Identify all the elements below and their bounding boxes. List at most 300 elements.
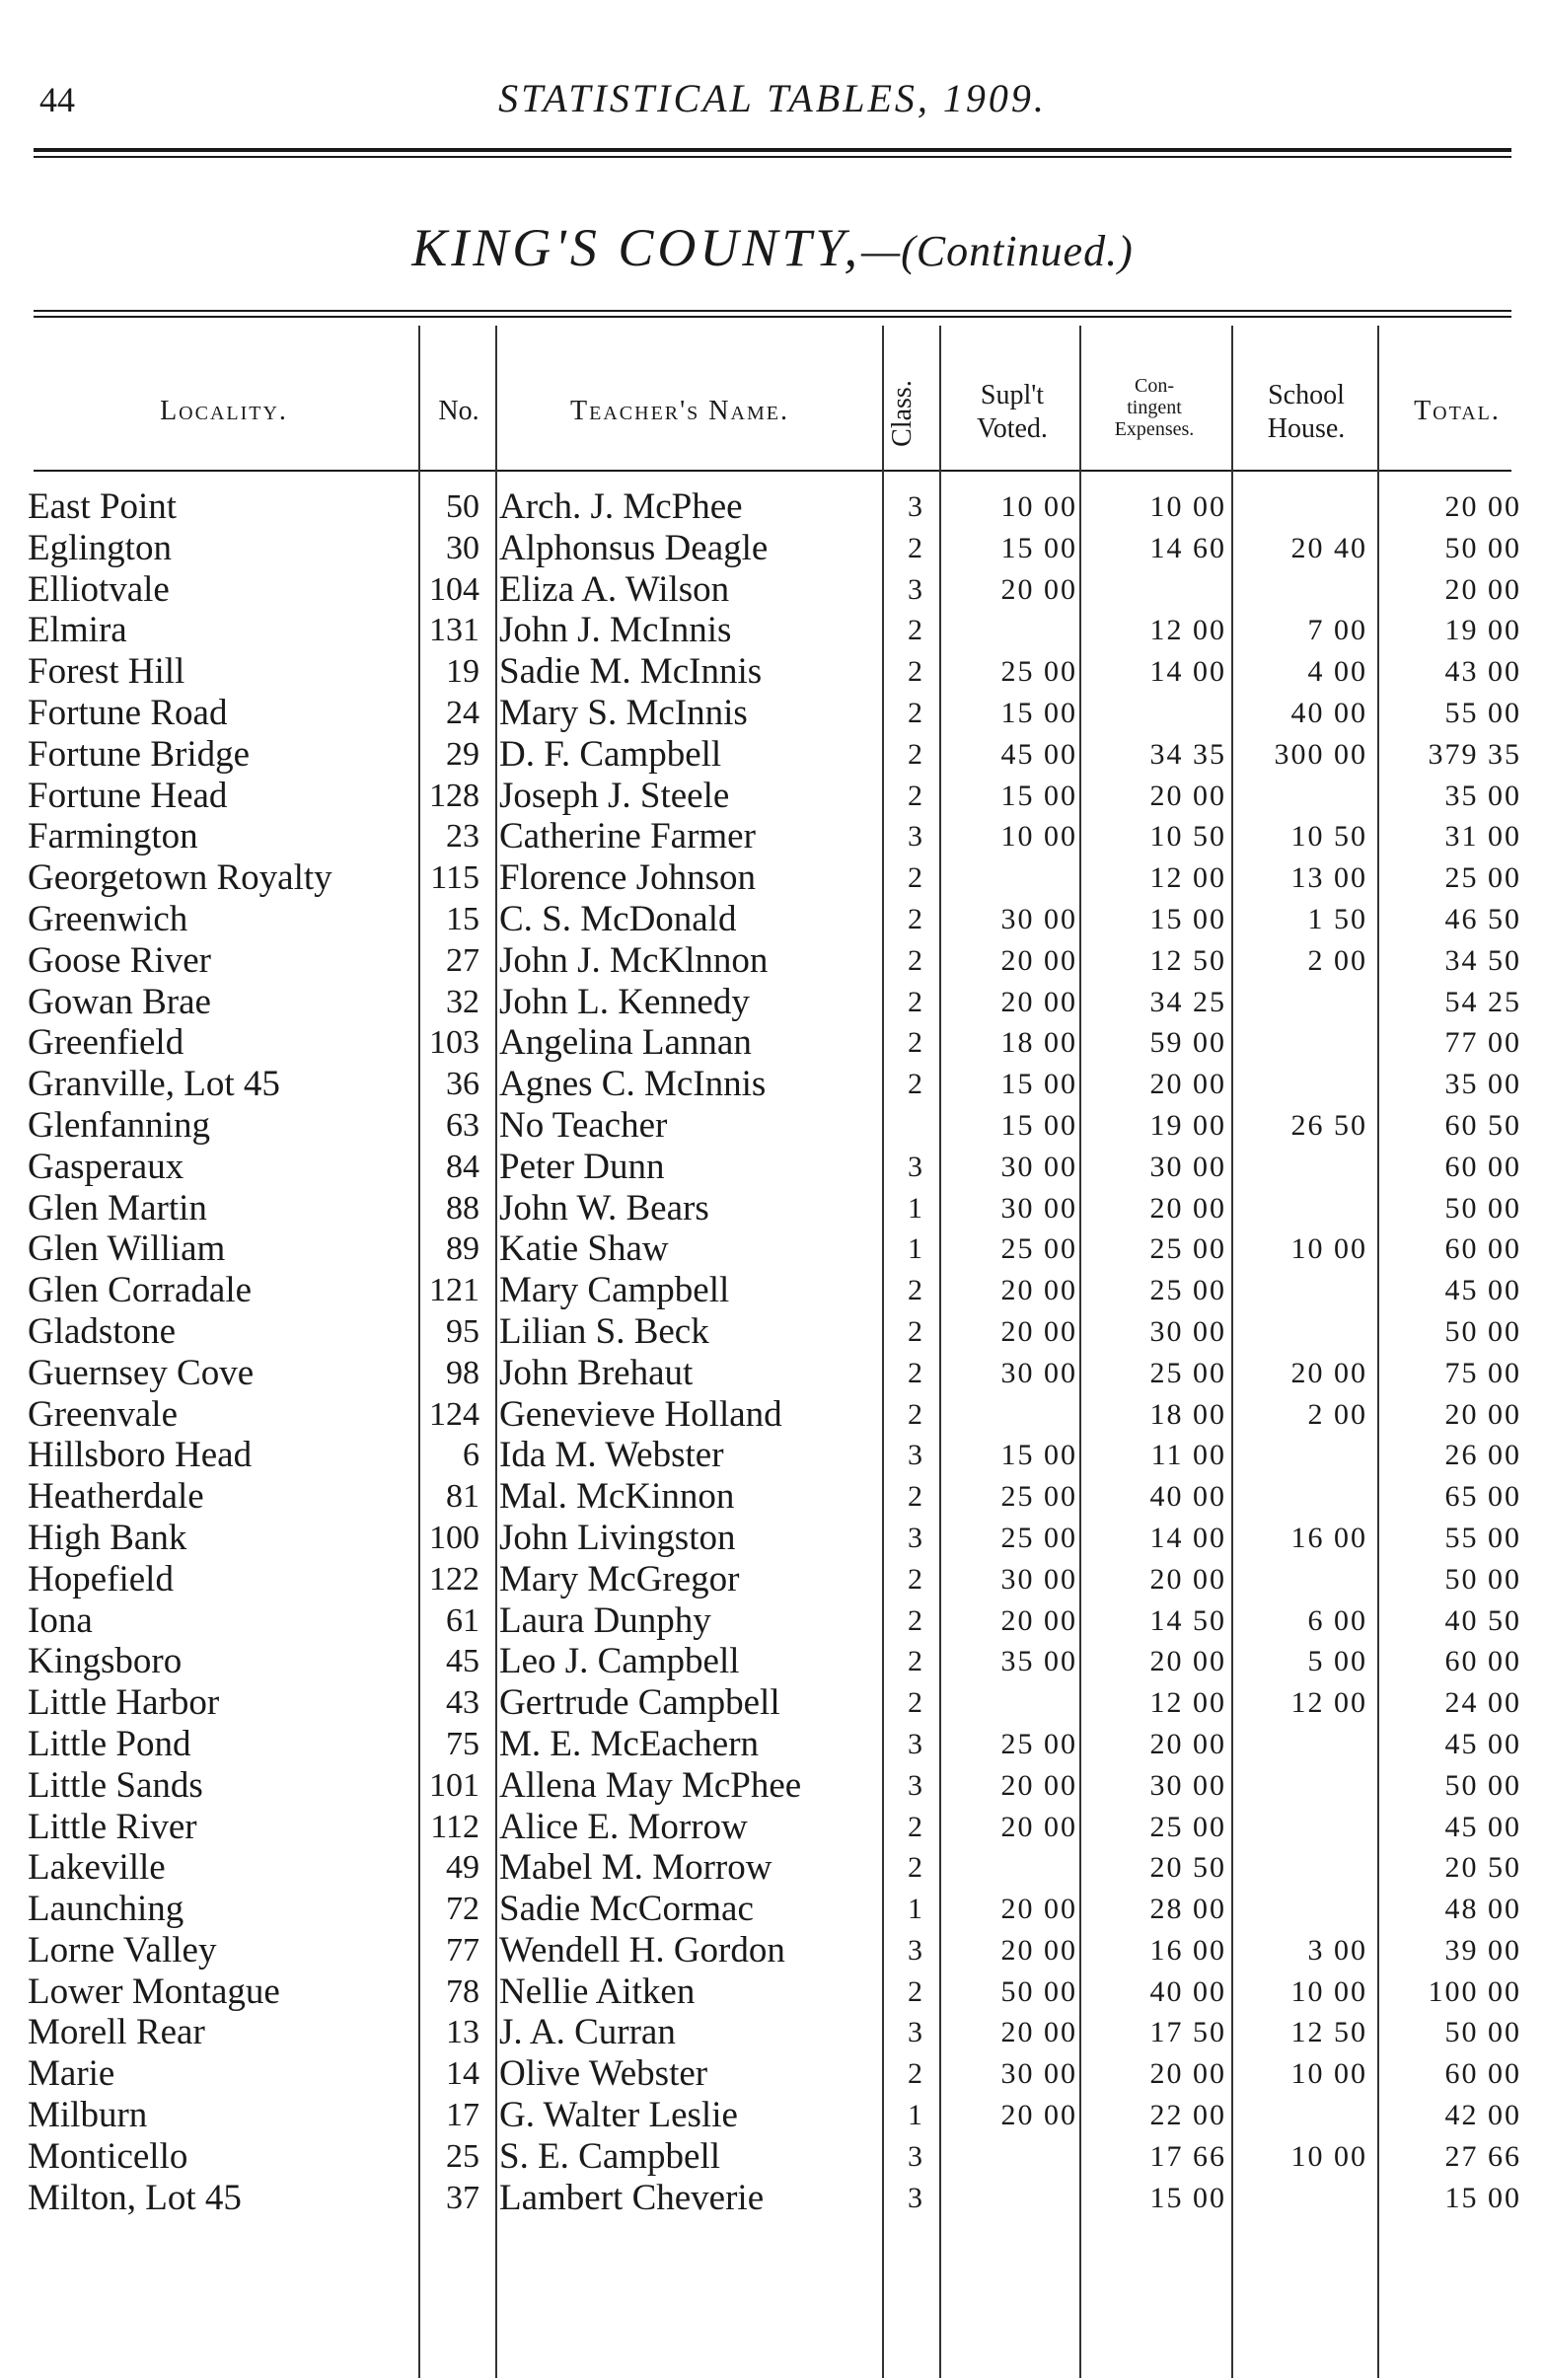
table-row	[0, 1724, 1545, 1765]
table-row	[0, 1022, 1545, 1064]
locality-cell: Goose River	[28, 939, 211, 981]
total-cell: 35 00	[1444, 1068, 1521, 1101]
table-row	[0, 1930, 1545, 1971]
supl-voted-cell: 20 00	[1000, 1893, 1077, 1926]
class-cell: 2	[908, 1603, 922, 1637]
col-header-supl-line1: Supl't	[980, 380, 1045, 410]
total-cell: 24 00	[1444, 1686, 1521, 1720]
total-cell: 50 00	[1444, 1191, 1521, 1225]
class-cell: 2	[908, 696, 922, 729]
locality-cell: Hillsboro Head	[28, 1435, 253, 1476]
class-cell: 2	[908, 1645, 922, 1678]
total-cell: 20 00	[1444, 572, 1521, 606]
col-header-supl	[947, 379, 1077, 446]
number-cell: 23	[446, 818, 479, 855]
teacher-cell: Lambert Cheverie	[499, 2177, 765, 2218]
total-cell: 65 00	[1444, 1480, 1521, 1514]
locality-cell: Georgetown Royalty	[28, 857, 332, 899]
school-house-cell: 5 00	[1307, 1645, 1367, 1678]
table-row	[0, 651, 1545, 693]
class-cell: 3	[908, 490, 922, 523]
number-cell: 24	[446, 694, 479, 731]
table-row	[0, 1064, 1545, 1105]
supl-voted-cell: 20 00	[1000, 1810, 1077, 1843]
contingent-cell: 20 50	[1149, 1851, 1226, 1885]
class-cell: 2	[908, 531, 922, 564]
number-cell: 101	[429, 1766, 479, 1804]
table-row	[0, 1559, 1545, 1600]
teacher-cell: Olive Webster	[499, 2053, 708, 2095]
supl-voted-cell: 20 00	[1000, 1603, 1077, 1637]
class-cell: 2	[908, 655, 922, 689]
teacher-cell: S. E. Campbell	[499, 2135, 721, 2177]
table-body	[0, 486, 1545, 2218]
teacher-cell: Mary S. McInnis	[499, 692, 748, 733]
supl-voted-cell: 15 00	[1000, 1439, 1077, 1472]
school-house-cell: 10 00	[1290, 1974, 1367, 2008]
number-cell: 15	[446, 900, 479, 937]
locality-cell: Eglington	[28, 527, 172, 568]
number-cell: 30	[446, 529, 479, 566]
total-cell: 60 50	[1444, 1108, 1521, 1142]
contingent-cell: 30 00	[1149, 1768, 1226, 1802]
table-row	[0, 2178, 1545, 2219]
class-cell: 2	[908, 2057, 922, 2091]
school-house-cell: 7 00	[1307, 614, 1367, 647]
number-cell: 115	[430, 859, 479, 897]
total-cell: 40 50	[1444, 1603, 1521, 1637]
number-cell: 32	[446, 983, 479, 1020]
teacher-cell: Eliza A. Wilson	[499, 568, 730, 610]
class-cell: 2	[908, 1026, 922, 1060]
teacher-cell: Alice E. Morrow	[499, 1806, 748, 1847]
col-header-contingent-line3: Expenses.	[1114, 418, 1195, 440]
teacher-cell: Joseph J. Steele	[499, 775, 730, 816]
class-cell: 2	[908, 1686, 922, 1720]
header-bottom-rule	[34, 470, 1511, 472]
locality-cell: Greenvale	[28, 1393, 179, 1435]
school-house-cell: 12 50	[1290, 2016, 1367, 2049]
header-rule-thick	[34, 148, 1511, 152]
contingent-cell: 12 00	[1149, 614, 1226, 647]
contingent-cell: 20 00	[1149, 1068, 1226, 1101]
contingent-cell: 15 00	[1149, 902, 1226, 935]
locality-cell: Little Sands	[28, 1764, 203, 1806]
table-row	[0, 1228, 1545, 1270]
table-row	[0, 940, 1545, 982]
table-row	[0, 899, 1545, 940]
table-top-rule-1	[34, 310, 1511, 312]
table-row	[0, 1311, 1545, 1353]
contingent-cell: 34 25	[1149, 985, 1226, 1018]
table-row	[0, 2136, 1545, 2178]
running-title: STATISTICAL TABLES, 1909.	[498, 76, 1047, 120]
teacher-cell: Genevieve Holland	[499, 1393, 782, 1435]
col-header-school	[1233, 379, 1379, 446]
teacher-cell: Sadie McCormac	[499, 1889, 754, 1930]
number-cell: 63	[446, 1106, 479, 1144]
school-house-cell: 3 00	[1307, 1933, 1367, 1967]
class-cell: 2	[908, 1480, 922, 1514]
contingent-cell: 10 50	[1149, 820, 1226, 854]
supl-voted-cell: 10 00	[1000, 490, 1077, 523]
table-row	[0, 857, 1545, 899]
table-row	[0, 1600, 1545, 1642]
number-cell: 50	[446, 488, 479, 525]
number-cell: 98	[446, 1354, 479, 1391]
contingent-cell: 25 00	[1149, 1810, 1226, 1843]
col-header-supl-line2: Voted.	[977, 413, 1048, 444]
total-cell: 39 00	[1444, 1933, 1521, 1967]
locality-cell: Fortune Road	[28, 692, 228, 733]
teacher-cell: Peter Dunn	[499, 1146, 665, 1187]
contingent-cell: 10 00	[1149, 490, 1226, 523]
table-row	[0, 693, 1545, 734]
supl-voted-cell: 15 00	[1000, 696, 1077, 729]
table-row	[0, 1188, 1545, 1229]
contingent-cell: 16 00	[1149, 1933, 1226, 1967]
locality-cell: Milburn	[28, 2095, 148, 2136]
teacher-cell: D. F. Campbell	[499, 733, 722, 775]
locality-cell: Greenfield	[28, 1022, 184, 1064]
section-title-text: KING'S COUNTY,	[411, 218, 861, 277]
class-cell: 1	[908, 1232, 922, 1266]
number-cell: 14	[446, 2055, 479, 2093]
supl-voted-cell: 30 00	[1000, 902, 1077, 935]
class-cell: 2	[908, 943, 922, 977]
number-cell: 25	[446, 2137, 479, 2175]
locality-cell: Granville, Lot 45	[28, 1064, 280, 1105]
locality-cell: Glenfanning	[28, 1104, 210, 1146]
number-cell: 100	[429, 1519, 479, 1556]
header-rule-thin	[34, 156, 1511, 158]
total-cell: 43 00	[1444, 655, 1521, 689]
number-cell: 121	[429, 1272, 479, 1309]
table-row	[0, 1641, 1545, 1682]
number-cell: 95	[446, 1312, 479, 1350]
teacher-cell: Angelina Lannan	[499, 1022, 752, 1064]
number-cell: 124	[429, 1395, 479, 1433]
teacher-cell: Mary Campbell	[499, 1270, 730, 1311]
number-cell: 78	[446, 1972, 479, 2010]
locality-cell: East Point	[28, 486, 178, 527]
supl-voted-cell: 25 00	[1000, 1232, 1077, 1266]
total-cell: 15 00	[1444, 2181, 1521, 2214]
supl-voted-cell: 30 00	[1000, 2057, 1077, 2091]
contingent-cell: 20 00	[1149, 1645, 1226, 1678]
table-row	[0, 528, 1545, 569]
total-cell: 50 00	[1444, 1314, 1521, 1348]
locality-cell: Lakeville	[28, 1847, 166, 1889]
class-cell: 3	[908, 2016, 922, 2049]
class-cell: 3	[908, 1521, 922, 1554]
class-cell: 3	[908, 1727, 922, 1760]
table-row	[0, 1807, 1545, 1848]
number-cell: 72	[446, 1891, 479, 1928]
contingent-cell: 28 00	[1149, 1893, 1226, 1926]
number-cell: 43	[446, 1684, 479, 1722]
table-row	[0, 486, 1545, 528]
school-house-cell: 13 00	[1290, 861, 1367, 895]
locality-cell: Launching	[28, 1889, 184, 1930]
school-house-cell: 20 00	[1290, 1356, 1367, 1389]
table-row	[0, 1435, 1545, 1476]
teacher-cell: Nellie Aitken	[499, 1971, 696, 2012]
teacher-cell: Gertrude Campbell	[499, 1682, 780, 1724]
locality-cell: Glen Martin	[28, 1187, 207, 1228]
contingent-cell: 22 00	[1149, 2099, 1226, 2132]
total-cell: 35 00	[1444, 779, 1521, 812]
total-cell: 20 00	[1444, 490, 1521, 523]
school-house-cell: 26 50	[1290, 1108, 1367, 1142]
table-row	[0, 569, 1545, 611]
col-header-teacher: Teacher's Name.	[570, 396, 789, 426]
total-cell: 379 35	[1428, 737, 1521, 771]
locality-cell: Hopefield	[28, 1558, 174, 1599]
col-header-class	[868, 379, 937, 448]
number-cell: 122	[429, 1560, 479, 1598]
number-cell: 49	[446, 1849, 479, 1887]
contingent-cell: 14 00	[1149, 655, 1226, 689]
class-cell: 2	[908, 614, 922, 647]
supl-voted-cell: 20 00	[1000, 943, 1077, 977]
col-header-contingent-line1: Con-	[1135, 375, 1174, 397]
contingent-cell: 19 00	[1149, 1108, 1226, 1142]
teacher-cell: Leo J. Campbell	[499, 1641, 740, 1682]
school-house-cell: 1 50	[1307, 902, 1367, 935]
col-header-contingent	[1081, 375, 1227, 440]
number-cell: 29	[446, 735, 479, 773]
table-row	[0, 2095, 1545, 2136]
class-cell: 2	[908, 779, 922, 812]
table-row	[0, 776, 1545, 817]
contingent-cell: 59 00	[1149, 1026, 1226, 1060]
total-cell: 75 00	[1444, 1356, 1521, 1389]
class-cell: 1	[908, 1191, 922, 1225]
school-house-cell: 12 00	[1290, 1686, 1367, 1720]
school-house-cell: 6 00	[1307, 1603, 1367, 1637]
school-house-cell: 2 00	[1307, 943, 1367, 977]
col-header-total: Total.	[1414, 396, 1501, 426]
contingent-cell: 20 00	[1149, 2057, 1226, 2091]
contingent-cell: 17 50	[1149, 2016, 1226, 2049]
school-house-cell: 4 00	[1307, 655, 1367, 689]
locality-cell: Farmington	[28, 816, 198, 857]
teacher-cell: Florence Johnson	[499, 857, 756, 899]
contingent-cell: 20 00	[1149, 1191, 1226, 1225]
class-cell: 3	[908, 1768, 922, 1802]
supl-voted-cell: 30 00	[1000, 1191, 1077, 1225]
number-cell: 81	[446, 1478, 479, 1516]
total-cell: 25 00	[1444, 861, 1521, 895]
number-cell: 103	[429, 1024, 479, 1062]
number-cell: 88	[446, 1189, 479, 1227]
contingent-cell: 17 66	[1149, 2139, 1226, 2173]
supl-voted-cell: 10 00	[1000, 820, 1077, 854]
contingent-cell: 30 00	[1149, 1150, 1226, 1183]
class-cell: 1	[908, 1893, 922, 1926]
number-cell: 61	[446, 1601, 479, 1639]
class-cell: 1	[908, 2099, 922, 2132]
teacher-cell: Catherine Farmer	[499, 816, 756, 857]
class-cell: 3	[908, 820, 922, 854]
class-cell: 3	[908, 572, 922, 606]
contingent-cell: 14 50	[1149, 1603, 1226, 1637]
number-cell: 6	[463, 1437, 479, 1474]
teacher-cell: John Livingston	[499, 1517, 736, 1558]
class-cell: 2	[908, 1974, 922, 2008]
class-cell: 2	[908, 1314, 922, 1348]
teacher-cell: Katie Shaw	[499, 1228, 669, 1270]
locality-cell: Marie	[28, 2053, 115, 2095]
total-cell: 45 00	[1444, 1810, 1521, 1843]
teacher-cell: J. A. Curran	[499, 2012, 676, 2053]
table-row	[0, 1971, 1545, 2013]
table-row	[0, 610, 1545, 651]
supl-voted-cell: 30 00	[1000, 1562, 1077, 1596]
total-cell: 26 00	[1444, 1439, 1521, 1472]
class-cell: 2	[908, 1562, 922, 1596]
total-cell: 60 00	[1444, 2057, 1521, 2091]
supl-voted-cell: 25 00	[1000, 1727, 1077, 1760]
contingent-cell: 14 00	[1149, 1521, 1226, 1554]
contingent-cell: 40 00	[1149, 1480, 1226, 1514]
class-cell: 2	[908, 1851, 922, 1885]
locality-cell: Morell Rear	[28, 2012, 205, 2053]
locality-cell: Glen Corradale	[28, 1270, 253, 1311]
section-title	[0, 217, 1545, 278]
supl-voted-cell: 50 00	[1000, 1974, 1077, 2008]
number-cell: 104	[429, 570, 479, 608]
locality-cell: Elmira	[28, 610, 127, 651]
supl-voted-cell: 20 00	[1000, 1274, 1077, 1307]
total-cell: 45 00	[1444, 1727, 1521, 1760]
total-cell: 31 00	[1444, 820, 1521, 854]
class-cell: 3	[908, 1439, 922, 1472]
table-row	[0, 1147, 1545, 1188]
supl-voted-cell: 30 00	[1000, 1356, 1077, 1389]
locality-cell: Milton, Lot 45	[28, 2177, 242, 2218]
school-house-cell: 16 00	[1290, 1521, 1367, 1554]
number-cell: 112	[430, 1808, 479, 1845]
class-cell: 2	[908, 861, 922, 895]
contingent-cell: 25 00	[1149, 1356, 1226, 1389]
locality-cell: Forest Hill	[28, 651, 185, 693]
contingent-cell: 25 00	[1149, 1274, 1226, 1307]
number-cell: 128	[429, 777, 479, 814]
table-row	[0, 1889, 1545, 1930]
class-cell: 2	[908, 1810, 922, 1843]
contingent-cell: 15 00	[1149, 2181, 1226, 2214]
teacher-cell: Lilian S. Beck	[499, 1310, 709, 1352]
contingent-cell: 20 00	[1149, 779, 1226, 812]
contingent-cell: 12 00	[1149, 861, 1226, 895]
total-cell: 50 00	[1444, 2016, 1521, 2049]
supl-voted-cell: 35 00	[1000, 1645, 1077, 1678]
table-row	[0, 1353, 1545, 1394]
total-cell: 20 00	[1444, 1397, 1521, 1431]
locality-cell: Elliotvale	[28, 568, 170, 610]
contingent-cell: 18 00	[1149, 1397, 1226, 1431]
table-row	[0, 1765, 1545, 1807]
table-row	[0, 1394, 1545, 1436]
locality-cell: Little Pond	[28, 1723, 191, 1764]
locality-cell: Kingsboro	[28, 1641, 183, 1682]
supl-voted-cell: 15 00	[1000, 531, 1077, 564]
number-cell: 75	[446, 1725, 479, 1762]
table-row	[0, 1847, 1545, 1889]
number-cell: 77	[446, 1931, 479, 1969]
number-cell: 37	[446, 2179, 479, 2216]
contingent-cell: 20 00	[1149, 1562, 1226, 1596]
total-cell: 50 00	[1444, 1562, 1521, 1596]
number-cell: 27	[446, 941, 479, 979]
contingent-cell: 14 60	[1149, 531, 1226, 564]
table-row	[0, 2012, 1545, 2053]
class-cell: 2	[908, 737, 922, 771]
supl-voted-cell: 25 00	[1000, 1521, 1077, 1554]
supl-voted-cell: 20 00	[1000, 985, 1077, 1018]
teacher-cell: Alphonsus Deagle	[499, 527, 769, 568]
page-number: 44	[39, 80, 75, 119]
table-row	[0, 816, 1545, 857]
total-cell: 60 00	[1444, 1232, 1521, 1266]
locality-cell: Lower Montague	[28, 1971, 280, 2012]
locality-cell: Heatherdale	[28, 1476, 204, 1518]
locality-cell: Gladstone	[28, 1310, 177, 1352]
locality-cell: Lorne Valley	[28, 1929, 217, 1971]
table-row	[0, 2053, 1545, 2095]
locality-cell: Fortune Head	[28, 775, 228, 816]
locality-cell: Gasperaux	[28, 1146, 184, 1187]
teacher-cell: M. E. McEachern	[499, 1723, 760, 1764]
total-cell: 100 00	[1428, 1974, 1521, 2008]
total-cell: 45 00	[1444, 1274, 1521, 1307]
class-cell: 3	[908, 2139, 922, 2173]
total-cell: 55 00	[1444, 696, 1521, 729]
teacher-cell: Wendell H. Gordon	[499, 1929, 785, 1971]
locality-cell: Guernsey Cove	[28, 1352, 255, 1393]
total-cell: 54 25	[1444, 985, 1521, 1018]
teacher-cell: Agnes C. McInnis	[499, 1064, 767, 1105]
teacher-cell: Ida M. Webster	[499, 1435, 724, 1476]
table-row	[0, 1270, 1545, 1311]
supl-voted-cell: 15 00	[1000, 1068, 1077, 1101]
table-row	[0, 1476, 1545, 1518]
teacher-cell: Sadie M. McInnis	[499, 651, 763, 693]
teacher-cell: G. Walter Leslie	[499, 2095, 738, 2136]
number-cell: 89	[446, 1230, 479, 1268]
number-cell: 19	[446, 653, 479, 691]
col-header-school-line1: School	[1268, 380, 1345, 410]
locality-cell: Glen William	[28, 1228, 226, 1270]
total-cell: 34 50	[1444, 943, 1521, 977]
teacher-cell: Mary McGregor	[499, 1558, 740, 1599]
teacher-cell: Mal. McKinnon	[499, 1476, 735, 1518]
table-row	[0, 1105, 1545, 1147]
school-house-cell: 10 00	[1290, 2139, 1367, 2173]
supl-voted-cell: 18 00	[1000, 1026, 1077, 1060]
total-cell: 77 00	[1444, 1026, 1521, 1060]
supl-voted-cell: 20 00	[1000, 1768, 1077, 1802]
contingent-cell: 12 00	[1149, 1686, 1226, 1720]
total-cell: 55 00	[1444, 1521, 1521, 1554]
col-header-contingent-line2: tingent	[1127, 397, 1182, 418]
contingent-cell: 20 00	[1149, 1727, 1226, 1760]
supl-voted-cell: 20 00	[1000, 2016, 1077, 2049]
teacher-cell: C. S. McDonald	[499, 898, 737, 939]
contingent-cell: 11 00	[1150, 1439, 1226, 1472]
